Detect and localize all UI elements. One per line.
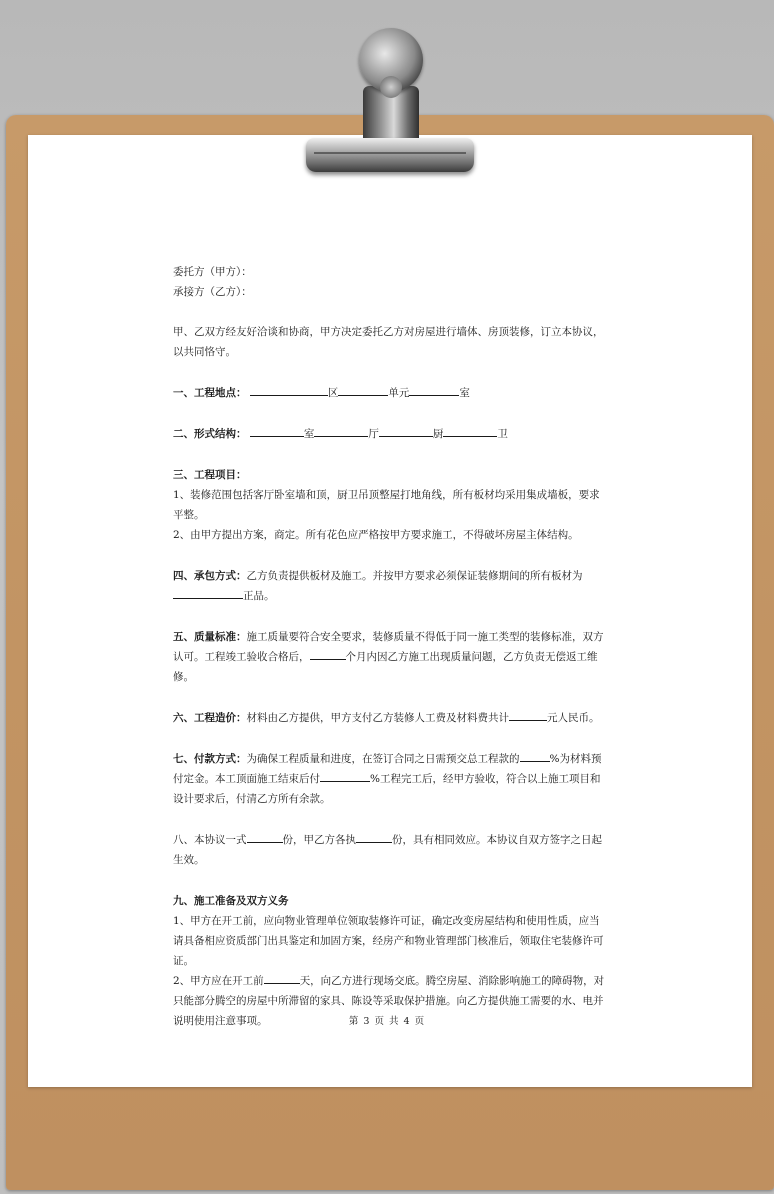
section-4-text: 乙方负责提供板材及施工。并按甲方要求必须保证装修期间的所有板材为	[246, 570, 583, 582]
section-3-item-2: 2、由甲方提出方案，商定。所有花色应严格按甲方要求施工，不得破坏房屋主体结构。	[173, 529, 579, 541]
section-8-text-3: 份，具有相同效应。本协议自双方签字之日起生效。	[173, 834, 602, 866]
section-5-text-2: 个月内因乙方施工出现质量问题，乙方负责无偿返工维修。	[173, 651, 598, 683]
blank	[250, 424, 304, 437]
blank	[264, 971, 300, 984]
blank	[314, 424, 368, 437]
section-1	[173, 383, 605, 403]
section-7-title: 七、付款方式：	[173, 753, 247, 765]
section-6-text: 材料由乙方提供，甲方支付乙方装修人工费及材料费共计	[246, 712, 509, 724]
section-4	[173, 566, 605, 606]
section-9-item-1: 1、甲方在开工前，应向物业管理单位领取装修许可证，确定改变房屋结构和使用性质，应当请具备相应资质部门出具鉴定和加固方案，经房产和物业管理部门核准后，领取住宅装修许可证。	[173, 915, 604, 967]
s1-danyuan: 单元	[388, 387, 410, 399]
section-1-title: 一、工程地点：	[173, 387, 247, 399]
party-b-line: 承接方（乙方）：	[173, 286, 252, 298]
section-9-title: 九、施工准备及双方义务	[173, 895, 289, 907]
s2-shi: 室	[303, 428, 315, 440]
section-7-text-3: %工程完工后，经甲方验收，符合以上施工项目和设计要求后，付清乙方所有余款。	[173, 773, 601, 805]
s1-shi: 室	[459, 387, 470, 399]
section-6	[173, 708, 605, 728]
blank	[173, 586, 243, 599]
section-8-text-2: 份，甲乙方各执	[282, 834, 356, 846]
intro-paragraph: 甲、乙双方经友好洽谈和协商，甲方决定委托乙方对房屋进行墙体、房顶装修，订立本协议，以共同恪守。	[173, 326, 604, 358]
s2-ting: 厅	[368, 428, 379, 440]
blank	[356, 830, 392, 843]
blank	[409, 383, 459, 396]
blank	[338, 383, 388, 396]
section-8-text: 八、本协议一式	[173, 834, 247, 846]
section-6-title: 六、工程造价：	[173, 712, 247, 724]
blank	[443, 424, 497, 437]
s1-qu: 区	[327, 387, 339, 399]
section-2-title: 二、形式结构：	[173, 428, 247, 440]
page-footer: 第 3 页 共 4 页	[348, 1016, 426, 1027]
contract-body	[173, 262, 605, 1031]
section-9-item-2b: 天，向乙方进行现场交底。腾空房屋、消除影响施工的障碍物，对只能部分腾空的房屋中所滞留的家具、陈设等采取保护措施。向乙方提供施工需要的水、电并说明使用注意事项。	[173, 975, 605, 1027]
blank	[310, 647, 346, 660]
section-2	[173, 424, 605, 444]
section-5-text: 施工质量要符合安全要求，装修质量不得低于同一施工类型的装修标准，双方认可。工程竣工验收合格后，	[173, 631, 604, 663]
s2-chu: 厨	[432, 428, 444, 440]
section-4-title: 四、承包方式：	[173, 570, 247, 582]
section-7-text: 为确保工程质量和进度，在签订合同之日需预交总工程款的	[246, 753, 520, 765]
blank	[520, 749, 550, 762]
section-7	[173, 749, 605, 809]
section-8	[173, 830, 605, 870]
blank	[509, 708, 547, 721]
section-3-item-1: 1、装修范围包括客厅卧室墙和顶，厨卫吊顶整屋打地角线，所有板材均采用集成墙板，要求平整。	[173, 489, 600, 521]
blank	[320, 769, 370, 782]
section-9-item-2a: 2、甲方应在开工前	[173, 975, 264, 987]
blank	[379, 424, 433, 437]
section-5-title: 五、质量标准：	[173, 631, 247, 643]
section-6-end: 元人民币。	[547, 712, 600, 724]
clip-base-line	[314, 152, 466, 154]
clip-base	[306, 138, 474, 172]
section-3-title: 三、工程项目：	[173, 469, 247, 481]
blank	[247, 830, 283, 843]
clip-hole	[380, 76, 402, 98]
section-7-text-2: %为材料预付定金。本工顶面施工结束后付	[173, 753, 602, 785]
binder-clip	[300, 26, 480, 176]
party-a-line: 委托方（甲方）：	[173, 266, 252, 278]
s2-wei: 卫	[497, 428, 508, 440]
blank	[250, 383, 328, 396]
section-4-end: 正品。	[243, 590, 275, 602]
section-5	[173, 627, 605, 687]
